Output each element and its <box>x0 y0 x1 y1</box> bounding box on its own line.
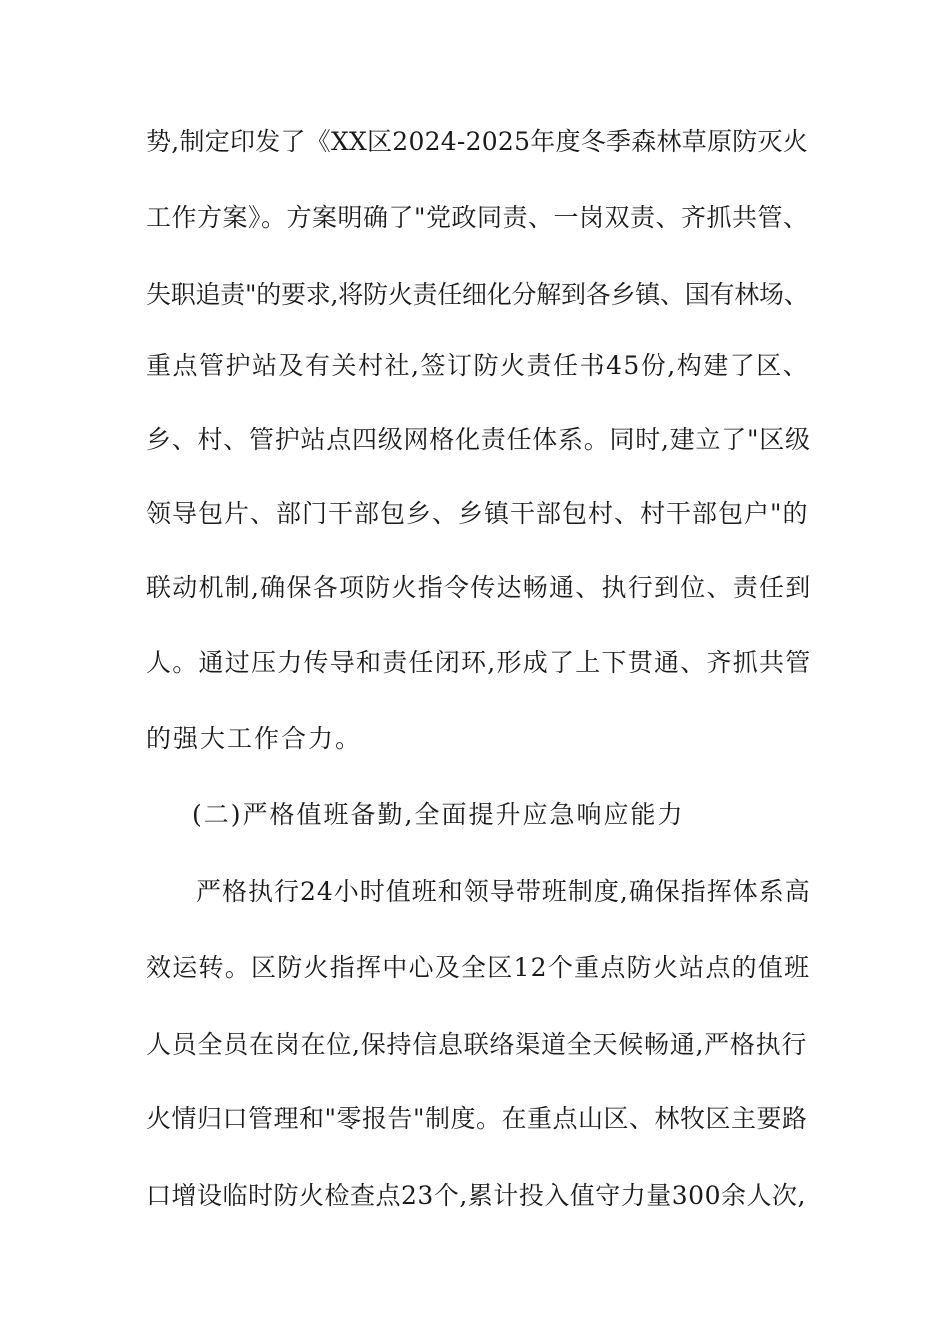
paragraph-line: 重点管护站及有关村社,签订防火责任书45份,构建了区、 <box>146 351 810 380</box>
section-heading: (二)严格值班备勤,全面提升应急响应能力 <box>192 800 685 829</box>
paragraph-line: 联动机制,确保各项防火指令传达畅通、执行到位、责任到 <box>146 573 812 602</box>
paragraph-line: 人员全员在岗在位,保持信息联络渠道全天候畅通,严格执行 <box>146 1030 808 1059</box>
paragraph-line: 火情归口管理和"零报告"制度。在重点山区、林牧区主要路 <box>146 1104 808 1133</box>
paragraph-line: 口增设临时防火检查点23个,累计投入值守力量300余人次, <box>146 1181 806 1210</box>
paragraph-line: 乡、村、管护站点四级网格化责任体系。同时,建立了"区级 <box>146 425 811 454</box>
paragraph-line: 效运转。区防火指挥中心及全区12个重点防火站点的值班 <box>146 953 811 982</box>
paragraph-line: 势,制定印发了《XX区2024-2025年度冬季森林草原防灭火 <box>146 127 808 156</box>
paragraph-line: 领导包片、部门干部包乡、乡镇干部包村、村干部包户"的 <box>146 499 809 528</box>
paragraph-line: 的强大工作合力。 <box>146 724 363 753</box>
paragraph-line: 工作方案》。方案明确了"党政同责、一岗双责、齐抓共管、 <box>146 203 809 232</box>
paragraph-line: 失职追责"的要求,将防火责任细化分解到各乡镇、国有林场、 <box>146 280 809 309</box>
paragraph-line: 严格执行24小时值班和领导带班制度,确保指挥体系高 <box>196 877 811 906</box>
paragraph-line: 人。通过压力传导和责任闭环,形成了上下贯通、齐抓共管 <box>146 648 812 677</box>
